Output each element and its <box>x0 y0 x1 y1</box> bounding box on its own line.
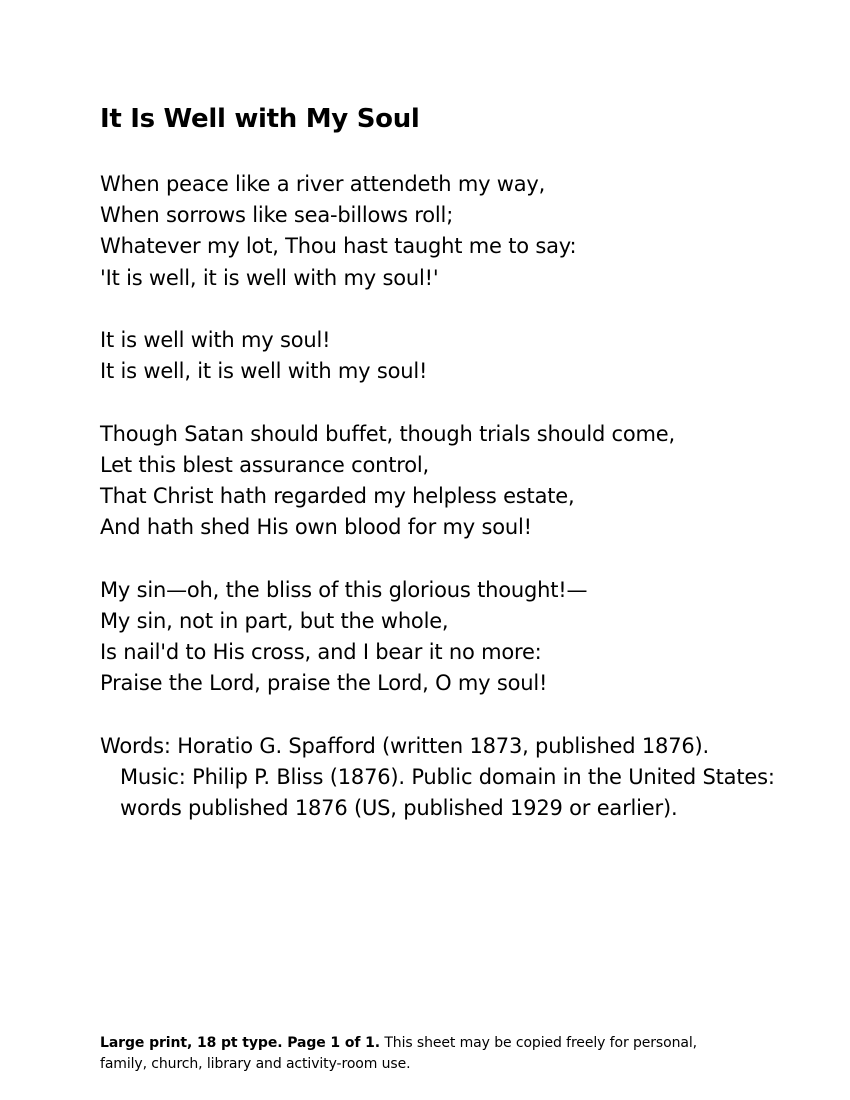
lyrics <box>100 169 780 824</box>
lyric-line: It is well, it is well with my soul! <box>100 359 428 384</box>
stanza-3 <box>100 575 780 700</box>
lyric-line: It is well with my soul! <box>100 328 331 352</box>
lyric-line: When sorrows like sea-billows roll; <box>100 203 454 228</box>
lyric-line: Whatever my lot, Thou hast taught me to say: <box>100 234 577 259</box>
refrain <box>100 325 780 387</box>
lyric-line: Let this blest assurance control, <box>100 452 429 477</box>
lyric-line: Praise the Lord, praise the Lord, O my soul! <box>100 671 548 696</box>
lyric-line: When peace like a river attendeth my way, <box>100 172 546 196</box>
lyric-line: 'It is well, it is well with my soul!' <box>100 265 439 290</box>
footer-text: This sheet may be copied freely for personal, family, church, library and activity-room use. <box>100 1035 697 1072</box>
attribution-credit: Words: Horatio G. Spafford (written 1873, published 1876). Music: Philip P. Bliss (1876). Public domain in the United States: words published 1876 (US, published 1929 or earlier). <box>100 733 775 820</box>
lyric-line: Though Satan should buffet, though trials should come, <box>100 421 676 446</box>
stanza-1 <box>100 169 780 294</box>
lyric-line: And hath shed His own blood for my soul! <box>100 515 532 540</box>
footer-bold-text: Large print, 18 pt type. Page 1 of 1. <box>100 1035 380 1051</box>
stanza-2 <box>100 419 780 544</box>
lyric-line: My sin, not in part, but the whole, <box>100 608 449 633</box>
song-title: It Is Well with My Soul <box>100 104 420 134</box>
footer-note <box>100 1033 740 1075</box>
lyric-line: Is nail'd to His cross, and I bear it no more: <box>100 640 542 664</box>
lyric-line: My sin—oh, the bliss of this glorious thought!— <box>100 577 588 602</box>
lyric-line: That Christ hath regarded my helpless estate, <box>100 484 575 508</box>
